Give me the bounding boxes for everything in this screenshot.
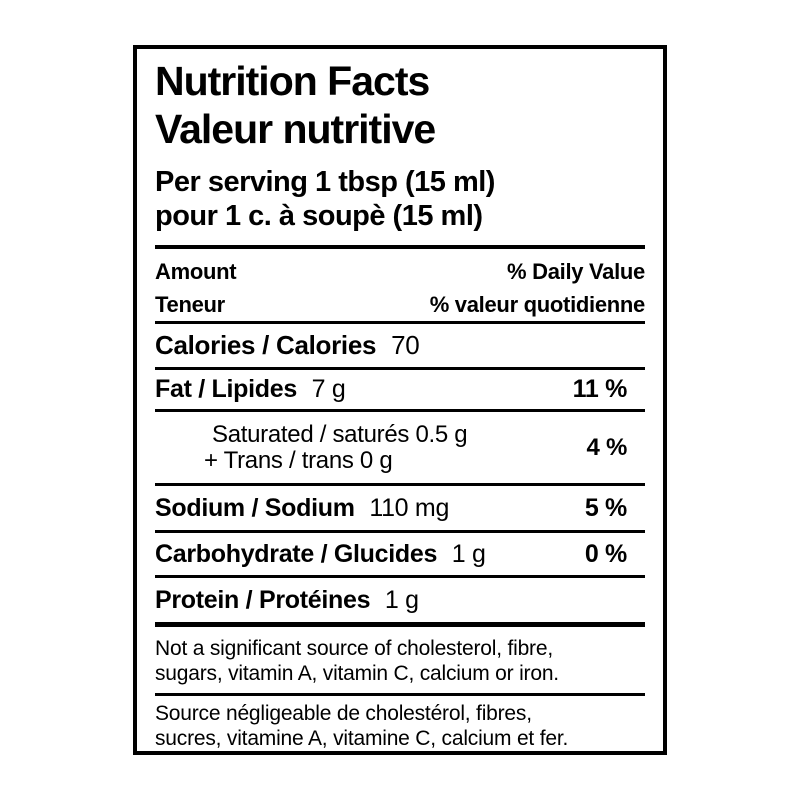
serving-size	[155, 165, 645, 233]
column-headers	[155, 255, 645, 321]
divider-before-footnotes-thick	[155, 622, 645, 627]
trans-line: + Trans / trans 0 g	[204, 446, 393, 474]
protein-name: Protein / Protéines	[155, 585, 371, 614]
sodium-amount: 110 mg	[369, 493, 450, 522]
nutrition-facts-label	[133, 45, 667, 755]
column-header-row-fr	[155, 288, 645, 321]
sodium-label-group	[155, 494, 449, 523]
fat-label-group	[155, 375, 345, 404]
serving-en: Per serving 1 tbsp (15 ml)	[155, 166, 495, 198]
footnote-en-line2: sugars, vitamin A, vitamin C, calcium or iron.	[155, 662, 559, 685]
row-sodium	[155, 486, 645, 530]
fat-name: Fat / Lipides	[155, 375, 297, 403]
carbohydrate-label-group	[155, 540, 486, 569]
row-fat	[155, 370, 645, 409]
amount-header-fr: Teneur	[155, 292, 225, 317]
serving-fr: pour 1 c. à soupè (15 ml)	[155, 200, 483, 232]
divider-top-thick	[155, 245, 645, 249]
saturated-trans-label-group	[204, 422, 467, 474]
calories-label-group	[155, 330, 419, 361]
fat-amount: 7 g	[311, 375, 346, 403]
daily-value-header-en: % Daily Value	[507, 259, 645, 284]
column-header-row-en	[155, 255, 645, 288]
footnote-fr	[155, 701, 645, 751]
amount-header-en: Amount	[155, 259, 237, 284]
label-title	[155, 57, 645, 153]
row-carbohydrate	[155, 533, 645, 575]
divider-between-footnotes	[155, 693, 645, 696]
carbohydrate-name: Carbohydrate / Glucides	[155, 539, 438, 568]
fat-daily-value: 11 %	[572, 375, 627, 403]
sodium-daily-value: 5 %	[584, 493, 627, 522]
row-protein	[155, 578, 645, 622]
footnote-en	[155, 636, 645, 693]
protein-amount: 1 g	[384, 585, 419, 614]
footnote-fr-line1: Source négligeable de cholestérol, fibres,	[155, 702, 532, 725]
carbohydrate-amount: 1 g	[451, 539, 486, 568]
protein-label-group	[155, 586, 419, 615]
daily-value-header-fr: % valeur quotidienne	[429, 292, 645, 317]
sodium-name: Sodium / Sodium	[155, 493, 355, 522]
title-en: Nutrition Facts	[155, 58, 430, 104]
calories-amount: 70	[391, 330, 420, 360]
row-calories	[155, 324, 645, 367]
saturated-line: Saturated / saturés 0.5 g	[212, 420, 468, 448]
carbohydrate-daily-value: 0 %	[584, 539, 627, 568]
title-fr: Valeur nutritive	[155, 106, 436, 152]
row-saturated-trans	[155, 412, 645, 483]
footnote-fr-line2: sucres, vitamine A, vitamine C, calcium et fer.	[155, 727, 569, 750]
saturated-trans-daily-value: 4 %	[586, 433, 627, 461]
footnote-en-line1: Not a significant source of cholesterol, fibre,	[155, 637, 553, 660]
calories-name: Calories / Calories	[155, 330, 377, 360]
